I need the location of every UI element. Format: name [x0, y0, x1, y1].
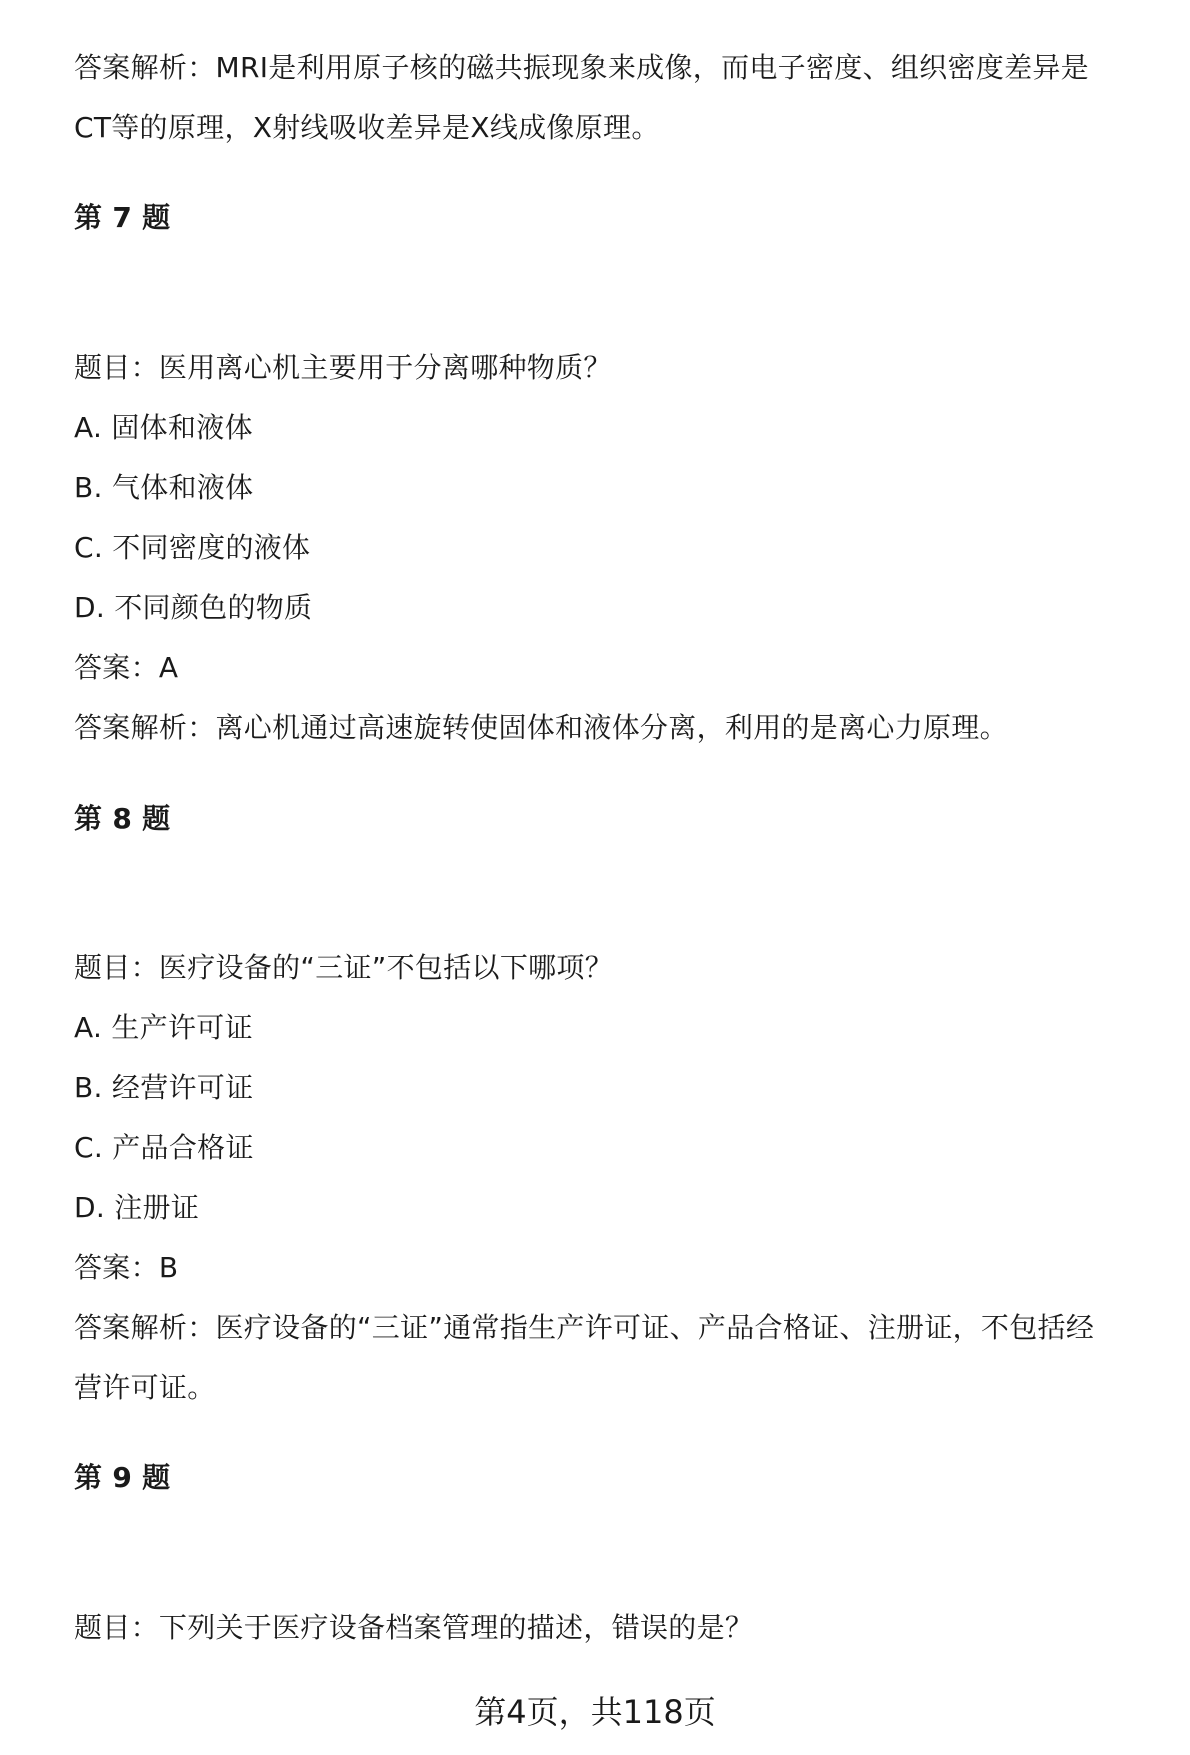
page-number-footer: 第4页，共118页 — [474, 1693, 716, 1731]
question-8-option-b: B. 经营许可证 — [74, 1071, 254, 1104]
prev-explanation-line-1: 答案解析：MRI是利用原子核的磁共振现象来成像，而电子密度、组织密度差异是 — [74, 51, 1089, 84]
prev-explanation-line-2: CT等的原理，X射线吸收差异是X线成像原理。 — [74, 111, 660, 144]
question-8-explanation-line-1: 答案解析：医疗设备的“三证”通常指生产许可证、产品合格证、注册证，不包括经 — [74, 1311, 1095, 1344]
question-9-heading: 第 9 题 — [74, 1461, 171, 1494]
question-9-text: 题目：下列关于医疗设备档案管理的描述，错误的是？ — [74, 1611, 754, 1644]
question-7-text: 题目：医用离心机主要用于分离哪种物质？ — [74, 351, 612, 384]
question-8-explanation-line-2: 营许可证。 — [74, 1371, 216, 1404]
question-7-option-d: D. 不同颜色的物质 — [74, 591, 313, 624]
question-8-text: 题目：医疗设备的“三证”不包括以下哪项？ — [74, 951, 614, 984]
question-8-answer: 答案：B — [74, 1251, 179, 1284]
question-7-option-b: B. 气体和液体 — [74, 471, 254, 504]
question-7-heading: 第 7 题 — [74, 201, 171, 234]
question-8-option-d: D. 注册证 — [74, 1191, 200, 1224]
question-8-option-c: C. 产品合格证 — [74, 1131, 254, 1164]
question-7-explanation: 答案解析：离心机通过高速旋转使固体和液体分离，利用的是离心力原理。 — [74, 711, 1008, 744]
question-7-option-a: A. 固体和液体 — [74, 411, 253, 444]
question-7-option-c: C. 不同密度的液体 — [74, 531, 311, 564]
question-8-option-a: A. 生产许可证 — [74, 1011, 253, 1044]
question-7-answer: 答案：A — [74, 651, 179, 684]
question-8-heading: 第 8 题 — [74, 802, 171, 835]
